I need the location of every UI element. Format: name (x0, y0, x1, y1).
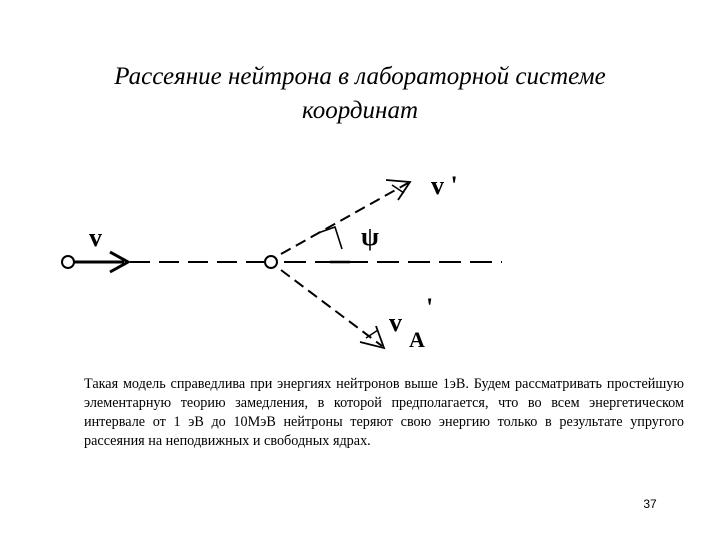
recoil-velocity-prime: ' (426, 293, 434, 322)
target-nucleus-circle (265, 256, 277, 268)
recoil-velocity-subscript: A (409, 327, 425, 352)
recoil-velocity-label: v (389, 308, 402, 337)
recoil-arrow-fletch (366, 330, 378, 338)
body-paragraph: Такая модель справедлива при энергиях нейтронов выше 1эВ. Будем рассматривать простейшую элементарную теорию замедления, в которой предполагается, что во всем энергетическом интервале от 1 эВ до 10МэВ нейтроны теряют свою энергию только в результате упругого рассеяния на неподвижных и свободных ядрах. (84, 376, 684, 449)
incident-neutron-circle (62, 256, 74, 268)
scattered-neutron-path (281, 183, 408, 254)
angle-psi-label: ψ (361, 222, 379, 251)
recoil-nucleus-path (281, 270, 382, 346)
angle-marker (318, 227, 342, 249)
page-number: 37 (643, 497, 657, 511)
scattered-velocity-label: v ' (431, 171, 458, 200)
incident-velocity-label: v (89, 223, 102, 252)
slide-title-line-1: Рассеяние нейтрона в лабораторной системе (114, 63, 606, 90)
slide-title-line-2: координат (301, 97, 418, 124)
